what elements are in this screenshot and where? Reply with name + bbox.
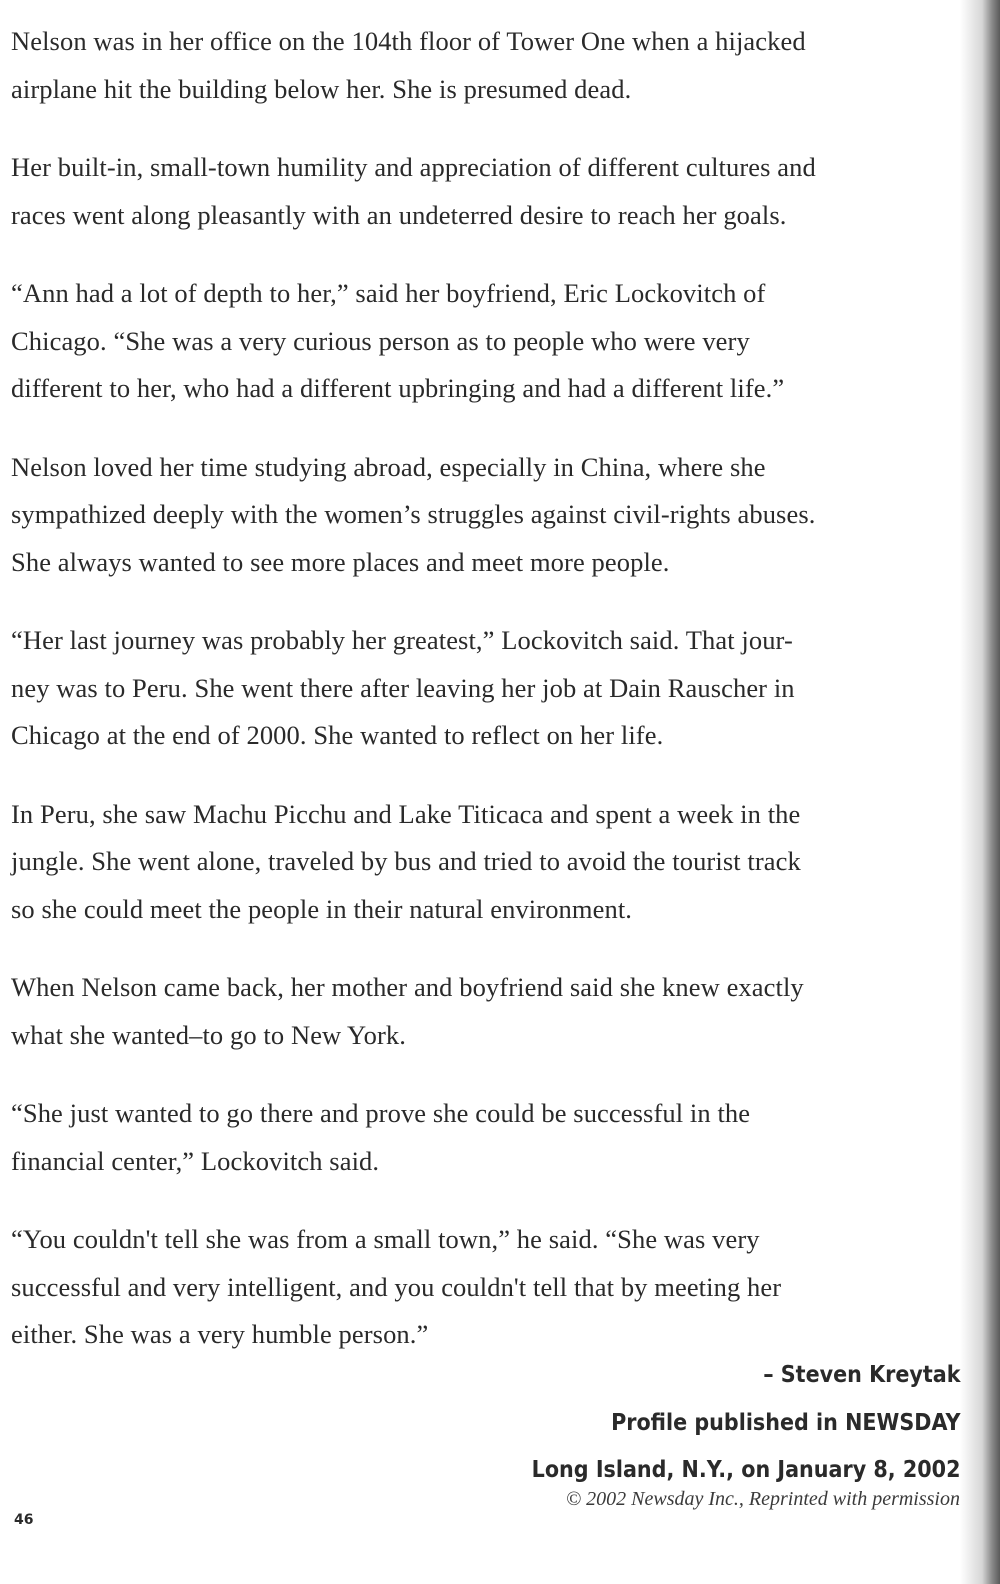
text-line: Chicago at the end of 2000. She wanted to reflect on her life. (11, 720, 664, 750)
text-line: so she could meet the people in their natural environment. (11, 893, 633, 924)
page-number: 46 (14, 1512, 34, 1528)
text-line: “You couldn't tell she was from a small town,” he said. “She was very (11, 1224, 760, 1254)
text-line: airplane hit the building below her. She is presumed dead. (11, 73, 632, 104)
text-line: “Ann had a lot of depth to her,” said her boyfriend, Eric Lockovitch of (11, 278, 766, 308)
text-line: either. She was a very humble person.” (11, 1319, 429, 1349)
paragraph (11, 1090, 971, 1185)
paragraph (11, 270, 971, 413)
text-line: Her built-in, small-town humility and appreciation of different cultures and (11, 152, 816, 182)
text-line: In Peru, she saw Machu Picchu and Lake Titicaca and spent a week in the (11, 798, 801, 829)
text-line: sympathized deeply with the women’s struggles against civil-rights abuses. (11, 499, 816, 529)
paragraph (11, 617, 971, 760)
byline-block (484, 1352, 961, 1495)
paragraph (11, 1216, 971, 1359)
text-line: When Nelson came back, her mother and boyfriend said she knew exactly (11, 972, 804, 1002)
paragraph (11, 444, 971, 587)
paragraph (11, 964, 971, 1059)
text-line: jungle. She went alone, traveled by bus and tried to avoid the tourist track (11, 846, 801, 876)
paragraph (11, 144, 971, 239)
text-line: financial center,” Lockovitch said. (11, 1145, 380, 1176)
text-line: successful and very intelligent, and you couldn't tell that by meeting her (11, 1271, 782, 1302)
text-line: Nelson was in her office on the 104th floor of Tower One when a hijacked (11, 26, 806, 56)
publication-credit: Profile published in NEWSDAY (610, 1409, 960, 1436)
text-line: ney was to Peru. She went there after leaving her job at Dain Rauscher in (11, 672, 795, 703)
text-line: Nelson loved her time studying abroad, especially in China, where she (11, 451, 766, 482)
text-line: races went along pleasantly with an undeterred desire to reach her goals. (11, 199, 787, 230)
copyright-notice: © 2002 Newsday Inc., Reprinted with permission (565, 1488, 960, 1510)
text-line: She always wanted to see more places and meet more people. (11, 546, 670, 577)
paragraph (11, 791, 971, 934)
text-line: different to her, who had a different upbringing and had a different life.” (11, 373, 785, 403)
text-line: “Her last journey was probably her greatest,” Lockovitch said. That jour- (11, 625, 793, 655)
publication-date: Long Island, N.Y., on January 8, 2002 (531, 1457, 960, 1483)
text-line: “She just wanted to go there and prove she could be successful in the (11, 1098, 751, 1128)
author-byline: – Steven Kreytak (762, 1362, 960, 1388)
article-body (11, 18, 971, 1390)
paragraph (11, 18, 971, 113)
text-line: Chicago. “She was a very curious person as to people who were very (11, 325, 750, 356)
text-line: what she wanted–to go to New York. (11, 1019, 406, 1050)
